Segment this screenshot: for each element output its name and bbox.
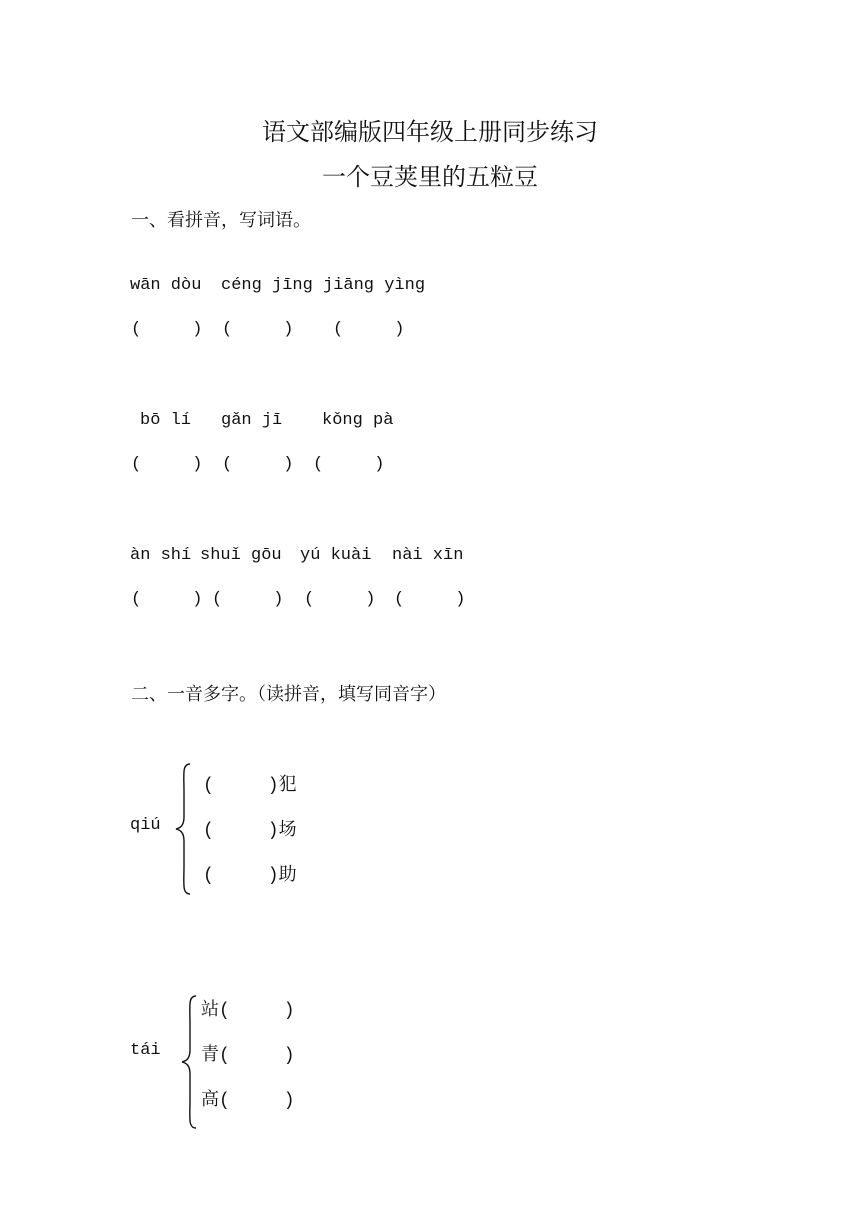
q1-line[interactable]: ( )场 xyxy=(203,821,297,841)
q2-pinyin: tái xyxy=(130,1041,161,1060)
page-subtitle: 一个豆荚里的五粒豆 xyxy=(322,163,538,191)
pinyin-item: nài xīn xyxy=(392,546,464,565)
q1-pinyin: qiú xyxy=(130,816,161,835)
answer-blank[interactable]: ( ) xyxy=(222,320,294,339)
page-title: 语文部编版四年级上册同步练习 xyxy=(262,118,598,146)
section-2-heading: 二、一音多字。（读拼音，填写同音字） xyxy=(131,684,446,705)
q1-line[interactable]: ( )犯 xyxy=(203,776,297,796)
pinyin-item: shuǐ gōu xyxy=(200,546,282,565)
pinyin-item: bō lí xyxy=(140,411,192,430)
answer-blank[interactable]: ( ) xyxy=(222,455,294,474)
brace-icon xyxy=(180,994,202,1130)
answer-blank[interactable]: ( ) xyxy=(333,320,405,339)
pinyin-item: àn shí xyxy=(130,546,192,565)
answer-blank[interactable]: ( ) xyxy=(313,455,385,474)
pinyin-item: wān dòu xyxy=(130,276,202,295)
answer-blank[interactable]: ( ) xyxy=(304,590,376,609)
pinyin-item: jiāng yìng xyxy=(323,276,426,295)
answer-blank[interactable]: ( ) xyxy=(131,455,203,474)
q2-line[interactable]: 高( ) xyxy=(201,1091,295,1111)
answer-blank[interactable]: ( ) xyxy=(394,590,466,609)
section-1-heading: 一、看拼音，写词语。 xyxy=(131,210,311,231)
pinyin-item: gǎn jī xyxy=(221,411,283,430)
q2-line[interactable]: 青( ) xyxy=(201,1046,295,1066)
pinyin-item: céng jīng xyxy=(221,276,313,295)
answer-blank[interactable]: ( ) xyxy=(212,590,284,609)
pinyin-item: kǒng pà xyxy=(322,411,394,430)
answer-blank[interactable]: ( ) xyxy=(131,590,203,609)
answer-blank[interactable]: ( ) xyxy=(131,320,203,339)
q1-line[interactable]: ( )助 xyxy=(203,866,297,886)
pinyin-item: yú kuài xyxy=(300,546,372,565)
q2-line[interactable]: 站( ) xyxy=(201,1001,295,1021)
brace-icon xyxy=(174,762,196,896)
